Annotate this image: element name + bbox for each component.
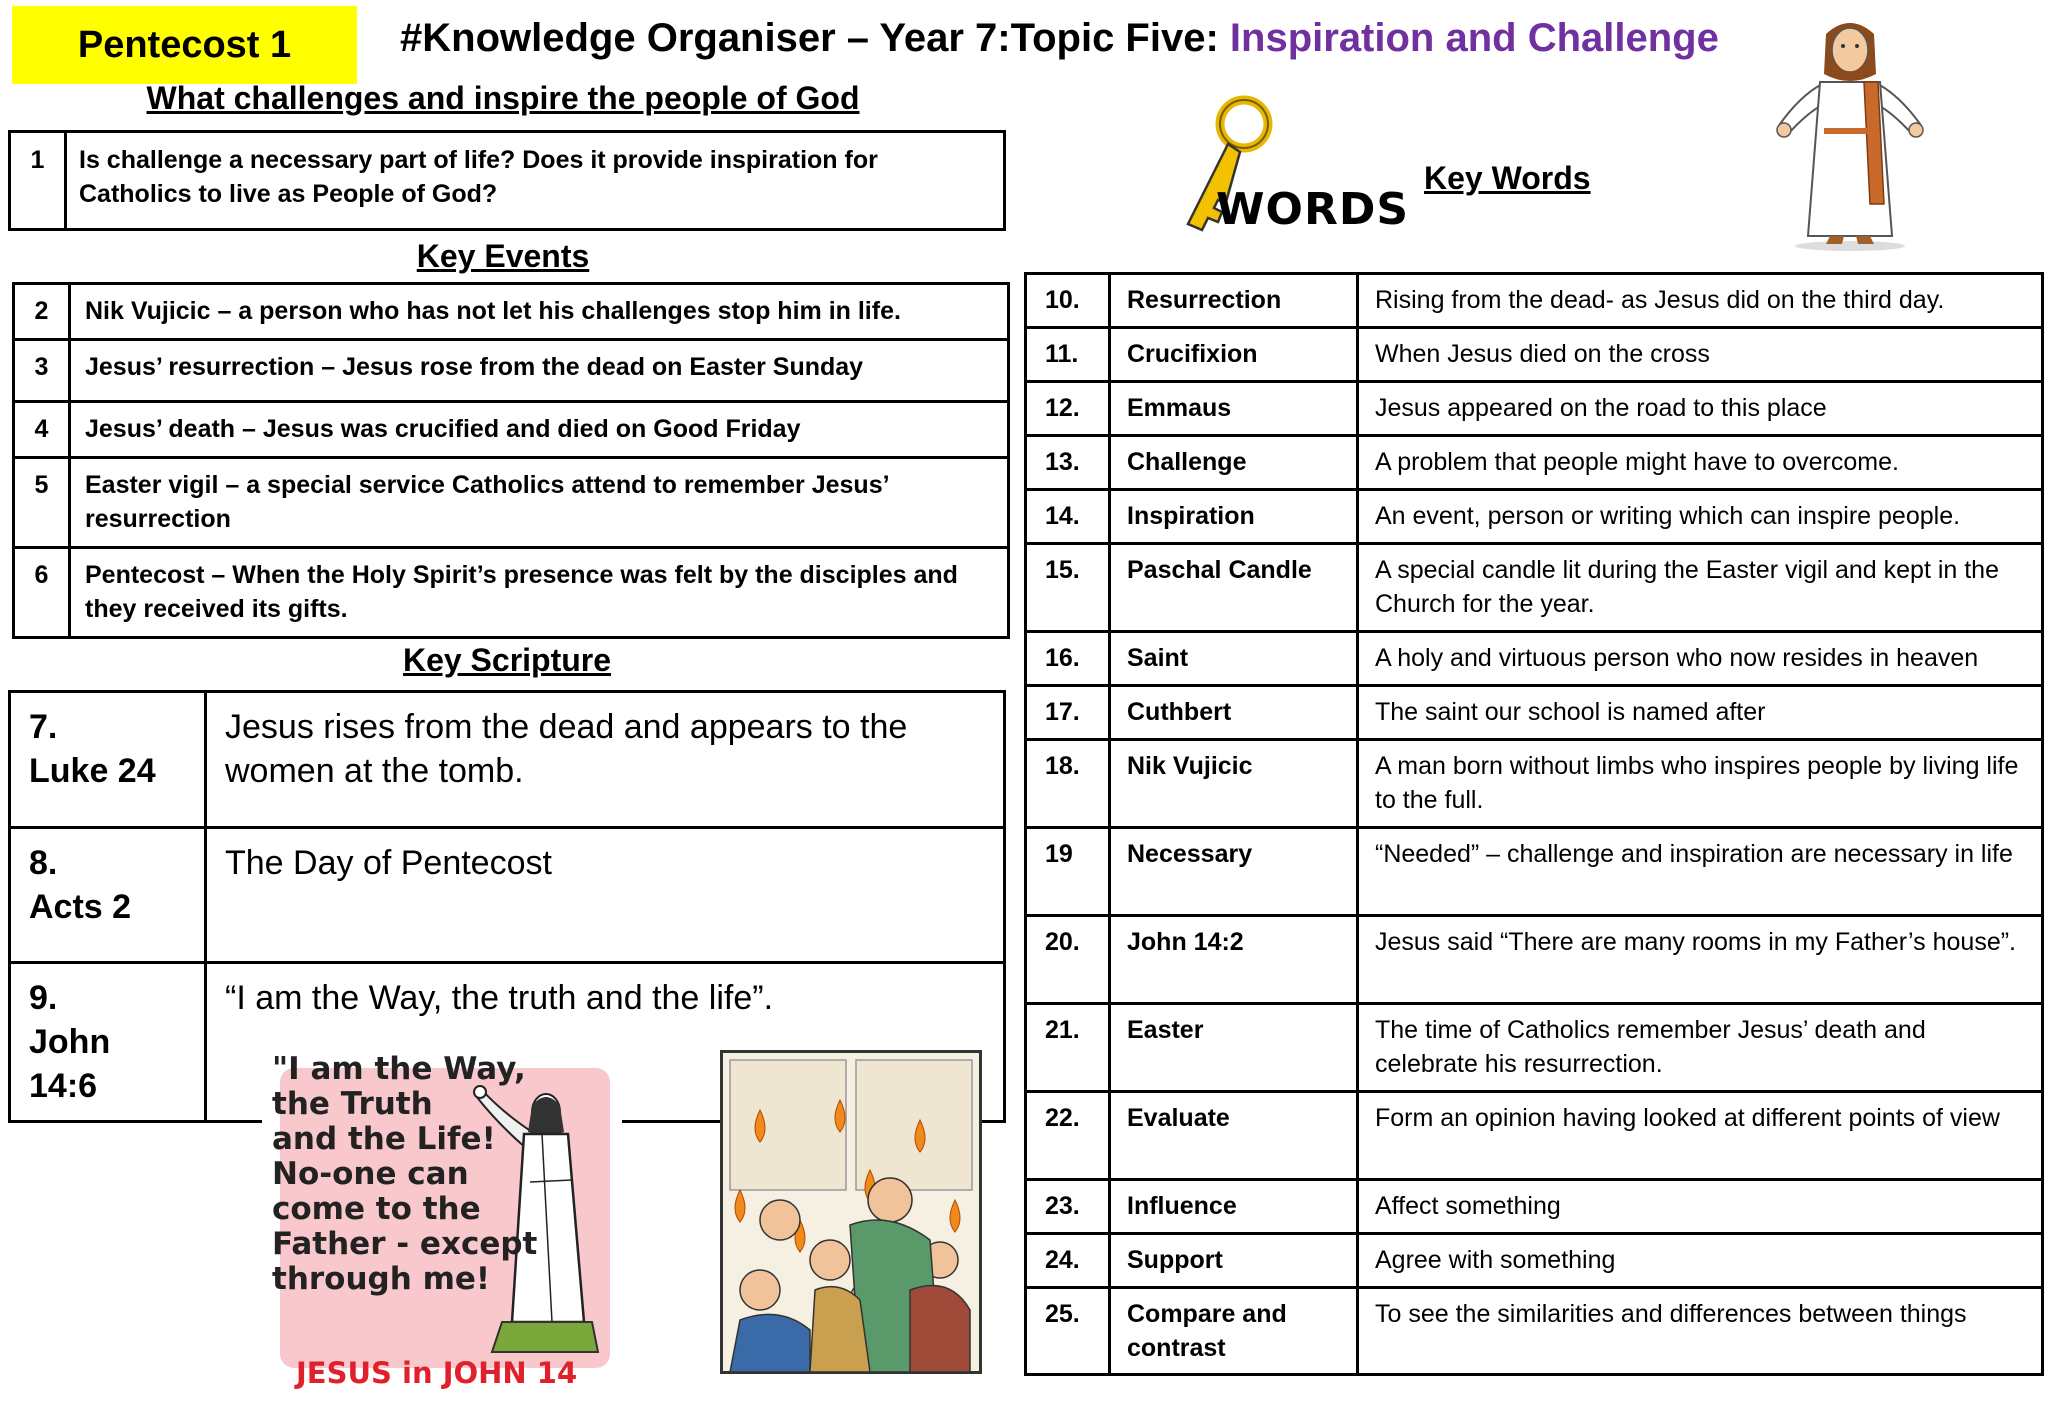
row-number: 16. bbox=[1026, 632, 1110, 686]
key-word-term: Necessary bbox=[1110, 828, 1358, 916]
scripture-reference: Luke 24 bbox=[29, 752, 156, 790]
row-number: 4 bbox=[14, 402, 70, 458]
scripture-text: The Day of Pentecost bbox=[206, 828, 1005, 963]
row-number: 25. bbox=[1026, 1288, 1110, 1375]
quote-line: Father - except bbox=[272, 1226, 538, 1262]
scripture-ref-cell bbox=[10, 963, 206, 1122]
table-row bbox=[14, 458, 1009, 548]
quote-line: No-one can bbox=[272, 1156, 469, 1192]
row-number: 19 bbox=[1026, 828, 1110, 916]
row-number: 24. bbox=[1026, 1234, 1110, 1288]
event-text: Jesus’ resurrection – Jesus rose from the dead on Easter Sunday bbox=[70, 340, 1009, 402]
row-number: 20. bbox=[1026, 916, 1110, 1004]
row-number: 6 bbox=[14, 548, 70, 638]
event-text: Easter vigil – a special service Catholics attend to remember Jesus’ resurrection bbox=[70, 458, 1009, 548]
key-words-table bbox=[1024, 272, 2044, 1376]
key-events-heading: Key Events bbox=[416, 238, 590, 274]
table-row bbox=[1026, 382, 2043, 436]
event-text: Nik Vujicic – a person who has not let his challenges stop him in life. bbox=[70, 284, 1009, 340]
table-row bbox=[1026, 1288, 2043, 1375]
scripture-text: Jesus rises from the dead and appears to the women at the tomb. bbox=[206, 692, 1005, 828]
clipart-quote bbox=[272, 1052, 537, 1297]
key-words-logo bbox=[1160, 88, 1410, 248]
key-word-term: Evaluate bbox=[1110, 1092, 1358, 1180]
table-row bbox=[14, 340, 1009, 402]
row-number: 8. bbox=[29, 844, 58, 882]
table-row bbox=[1026, 490, 2043, 544]
row-number: 7. bbox=[29, 708, 58, 746]
key-word-definition: A problem that people might have to overcome. bbox=[1358, 436, 2043, 490]
jesus-figure-illustration bbox=[1760, 4, 1940, 254]
key-word-definition: Agree with something bbox=[1358, 1234, 2043, 1288]
table-row bbox=[14, 402, 1009, 458]
row-number: 11. bbox=[1026, 328, 1110, 382]
page-title-accent: Inspiration and Challenge bbox=[1229, 16, 1719, 60]
table-row bbox=[1026, 436, 2043, 490]
table-row bbox=[1026, 1004, 2043, 1092]
scripture-reference: John 14:6 bbox=[29, 1023, 111, 1105]
question-text: Is challenge a necessary part of life? Does it provide inspiration for Catholics to live as People of God? bbox=[66, 132, 1005, 230]
key-word-term: Nik Vujicic bbox=[1110, 740, 1358, 828]
key-word-definition: “Needed” – challenge and inspiration are necessary in life bbox=[1358, 828, 2043, 916]
table-row bbox=[1026, 740, 2043, 828]
row-number: 14. bbox=[1026, 490, 1110, 544]
row-number: 9. bbox=[29, 979, 58, 1017]
key-events-table bbox=[12, 282, 1010, 639]
key-word-definition: Affect something bbox=[1358, 1180, 2043, 1234]
table-row bbox=[1026, 274, 2043, 328]
scripture-ref-cell bbox=[10, 828, 206, 963]
key-word-definition: Rising from the dead- as Jesus did on the third day. bbox=[1358, 274, 2043, 328]
key-word-definition: To see the similarities and differences between things bbox=[1358, 1288, 2043, 1375]
key-word-term: Influence bbox=[1110, 1180, 1358, 1234]
table-row bbox=[1026, 328, 2043, 382]
scripture-ref-cell bbox=[10, 692, 206, 828]
quote-line: come to the bbox=[272, 1191, 481, 1227]
table-row bbox=[1026, 1092, 2043, 1180]
key-word-term: Paschal Candle bbox=[1110, 544, 1358, 632]
row-number: 17. bbox=[1026, 686, 1110, 740]
table-row bbox=[1026, 1234, 2043, 1288]
key-word-term: John 14:2 bbox=[1110, 916, 1358, 1004]
key-word-definition: A holy and virtuous person who now resides in heaven bbox=[1358, 632, 2043, 686]
question-heading: What challenges and inspire the people of God bbox=[146, 80, 860, 116]
row-number: 12. bbox=[1026, 382, 1110, 436]
table-row bbox=[10, 692, 1005, 828]
key-word-definition: A man born without limbs who inspires people by living life to the full. bbox=[1358, 740, 2043, 828]
clipart-caption: JESUS in JOHN 14 bbox=[296, 1356, 578, 1390]
key-word-term: Support bbox=[1110, 1234, 1358, 1288]
table-row bbox=[10, 132, 1005, 230]
key-word-term: Cuthbert bbox=[1110, 686, 1358, 740]
scripture-reference: Acts 2 bbox=[29, 888, 132, 926]
key-word-definition: When Jesus died on the cross bbox=[1358, 328, 2043, 382]
table-row bbox=[14, 284, 1009, 340]
table-row bbox=[1026, 916, 2043, 1004]
key-word-term: Challenge bbox=[1110, 436, 1358, 490]
row-number: 2 bbox=[14, 284, 70, 340]
quote-line: and the Life! bbox=[272, 1121, 496, 1157]
row-number: 15. bbox=[1026, 544, 1110, 632]
i-am-the-way-clipart bbox=[262, 1052, 622, 1402]
key-words-heading: Key Words bbox=[1424, 160, 1591, 196]
table-row bbox=[10, 828, 1005, 963]
key-word-term: Compare and contrast bbox=[1110, 1288, 1358, 1375]
key-scripture-heading: Key Scripture bbox=[402, 642, 612, 678]
key-word-definition: The time of Catholics remember Jesus’ death and celebrate his resurrection. bbox=[1358, 1004, 2043, 1092]
key-word-definition: An event, person or writing which can inspire people. bbox=[1358, 490, 2043, 544]
row-number: 13. bbox=[1026, 436, 1110, 490]
key-word-definition: Form an opinion having looked at different points of view bbox=[1358, 1092, 2043, 1180]
topic-badge: Pentecost 1 bbox=[12, 6, 357, 84]
quote-line: the Truth bbox=[272, 1086, 433, 1122]
key-word-definition: The saint our school is named after bbox=[1358, 686, 2043, 740]
table-row bbox=[1026, 828, 2043, 916]
question-table bbox=[8, 130, 1006, 231]
quote-line: "I am the Way, bbox=[272, 1051, 526, 1087]
event-text: Jesus’ death – Jesus was crucified and died on Good Friday bbox=[70, 402, 1009, 458]
table-row bbox=[1026, 544, 2043, 632]
key-word-term: Resurrection bbox=[1110, 274, 1358, 328]
row-number: 23. bbox=[1026, 1180, 1110, 1234]
table-row bbox=[1026, 1180, 2043, 1234]
pentecost-illustration bbox=[720, 1050, 982, 1374]
table-row bbox=[1026, 632, 2043, 686]
key-word-definition: Jesus appeared on the road to this place bbox=[1358, 382, 2043, 436]
key-word-term: Emmaus bbox=[1110, 382, 1358, 436]
row-number: 5 bbox=[14, 458, 70, 548]
page-title-main: #Knowledge Organiser – Year 7:Topic Five: bbox=[400, 16, 1230, 60]
row-number: 21. bbox=[1026, 1004, 1110, 1092]
row-number: 1 bbox=[10, 132, 66, 230]
event-text: Pentecost – When the Holy Spirit’s presence was felt by the disciples and they received its gifts. bbox=[70, 548, 1009, 638]
key-word-definition: A special candle lit during the Easter vigil and kept in the Church for the year. bbox=[1358, 544, 2043, 632]
row-number: 22. bbox=[1026, 1092, 1110, 1180]
key-word-term: Inspiration bbox=[1110, 490, 1358, 544]
table-row bbox=[1026, 686, 2043, 740]
key-word-definition: Jesus said “There are many rooms in my Father’s house”. bbox=[1358, 916, 2043, 1004]
key-words-logo-text: WORDS bbox=[1216, 184, 1410, 235]
quote-line: through me! bbox=[272, 1261, 491, 1297]
row-number: 18. bbox=[1026, 740, 1110, 828]
row-number: 3 bbox=[14, 340, 70, 402]
key-word-term: Crucifixion bbox=[1110, 328, 1358, 382]
scripture-text: “I am the Way, the truth and the life”. bbox=[206, 963, 1005, 1122]
row-number: 10. bbox=[1026, 274, 1110, 328]
page-title bbox=[400, 6, 1719, 70]
table-row bbox=[14, 548, 1009, 638]
key-word-term: Saint bbox=[1110, 632, 1358, 686]
key-word-term: Easter bbox=[1110, 1004, 1358, 1092]
